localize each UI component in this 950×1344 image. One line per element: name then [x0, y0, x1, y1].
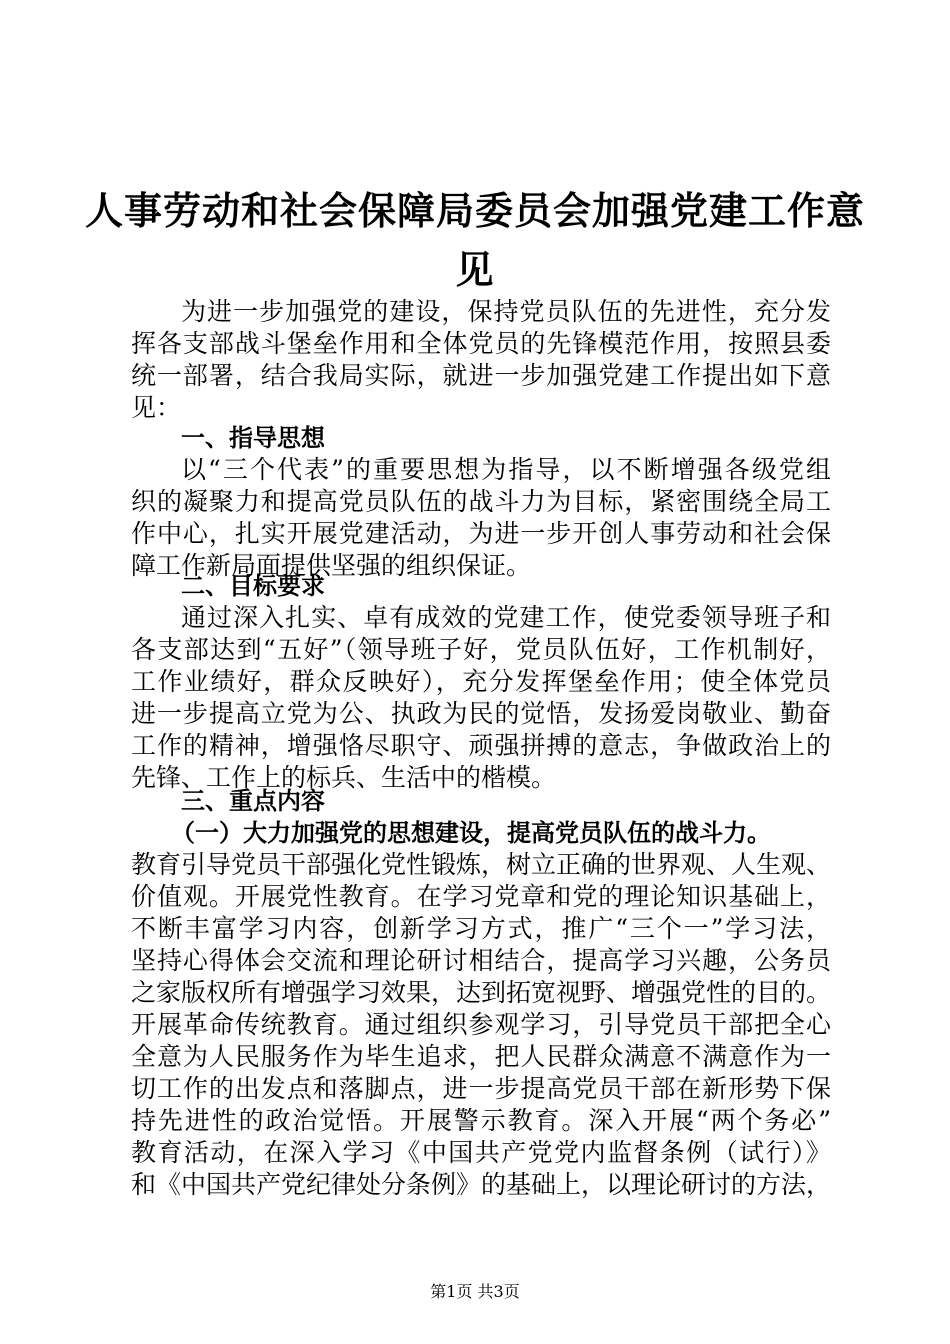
intro-line: 统一部署，结合我局实际，就进一步加强党建工作提出如下意: [131, 361, 831, 390]
paragraph-line: 教育活动，在深入学习《中国共产党党内监督条例（试行）》: [131, 1138, 831, 1167]
subsection-heading: （一）大力加强党的思想建设，提高党员队伍的战斗力。: [171, 819, 771, 847]
paragraph-line: 教育引导党员干部强化党性锻炼，树立正确的世界观、人生观、: [131, 850, 832, 879]
paragraph-line: 工作的精神，增强恪尽职守、顽强拼搏的意志，争做政治上的: [131, 731, 831, 760]
paragraph-line: 开展革命传统教育。通过组织参观学习，引导党员干部把全心: [131, 1010, 831, 1039]
intro-line: 见：: [131, 393, 182, 422]
paragraph-line: 进一步提高立党为公、执政为民的觉悟，发扬爱岗敬业、勤奋: [131, 699, 831, 728]
section-heading-guiding-ideology: 一、指导思想: [181, 424, 325, 452]
paragraph-line: 作中心，扎实开展党建活动，为进一步开创人事劳动和社会保: [131, 519, 831, 548]
paragraph-line: 切工作的出发点和落脚点，进一步提高党员干部在新形势下保: [131, 1074, 831, 1103]
paragraph-line: 织的凝聚力和提高党员队伍的战斗力为目标，紧密围绕全局工: [131, 487, 831, 516]
page-footer: 第1页 共3页: [430, 1282, 520, 1301]
paragraph-line: 以“三个代表”的重要思想为指导，以不断增强各级党组: [181, 455, 831, 484]
section-heading-goals: 二、目标要求: [181, 572, 325, 600]
paragraph-line: 持先进性的政治觉悟。开展警示教育。深入开展“两个务必”: [131, 1106, 831, 1135]
document-title-line-2: 见: [455, 248, 495, 292]
section-heading-key-content: 三、重点内容: [181, 787, 325, 815]
intro-line: 为进一步加强党的建设，保持党员队伍的先进性，充分发: [181, 297, 831, 326]
paragraph-line: 工作业绩好，群众反映好），充分发挥堡垒作用；使全体党员: [131, 667, 831, 696]
paragraph-line: 和《中国共产党纪律处分条例》的基础上，以理论研讨的方法，: [131, 1170, 832, 1199]
paragraph-line: 各支部达到“五好”（领导班子好，党员队伍好，工作机制好，: [131, 635, 831, 664]
paragraph-line: 价值观。开展党性教育。在学习党章和党的理论知识基础上，: [131, 882, 831, 911]
paragraph-line: 先锋、工作上的标兵、生活中的楷模。: [131, 763, 557, 792]
paragraph-line: 通过深入扎实、卓有成效的党建工作，使党委领导班子和: [181, 603, 831, 632]
paragraph-line: 之家版权所有增强学习效果，达到拓宽视野、增强党性的目的。: [131, 978, 832, 1007]
paragraph-line: 全意为人民服务作为毕生追求，把人民群众满意不满意作为一: [131, 1042, 831, 1071]
document-title-line-1: 人事劳动和社会保障局委员会加强党建工作意: [84, 189, 865, 233]
paragraph-line: 障工作新局面提供坚强的组织保证。: [131, 551, 532, 580]
paragraph-line: 坚持心得体会交流和理论研讨相结合，提高学习兴趣，公务员: [131, 946, 831, 975]
paragraph-line: 不断丰富学习内容，创新学习方式，推广“三个一”学习法，: [131, 914, 831, 943]
intro-line: 挥各支部战斗堡垒作用和全体党员的先锋模范作用，按照县委: [131, 329, 831, 358]
